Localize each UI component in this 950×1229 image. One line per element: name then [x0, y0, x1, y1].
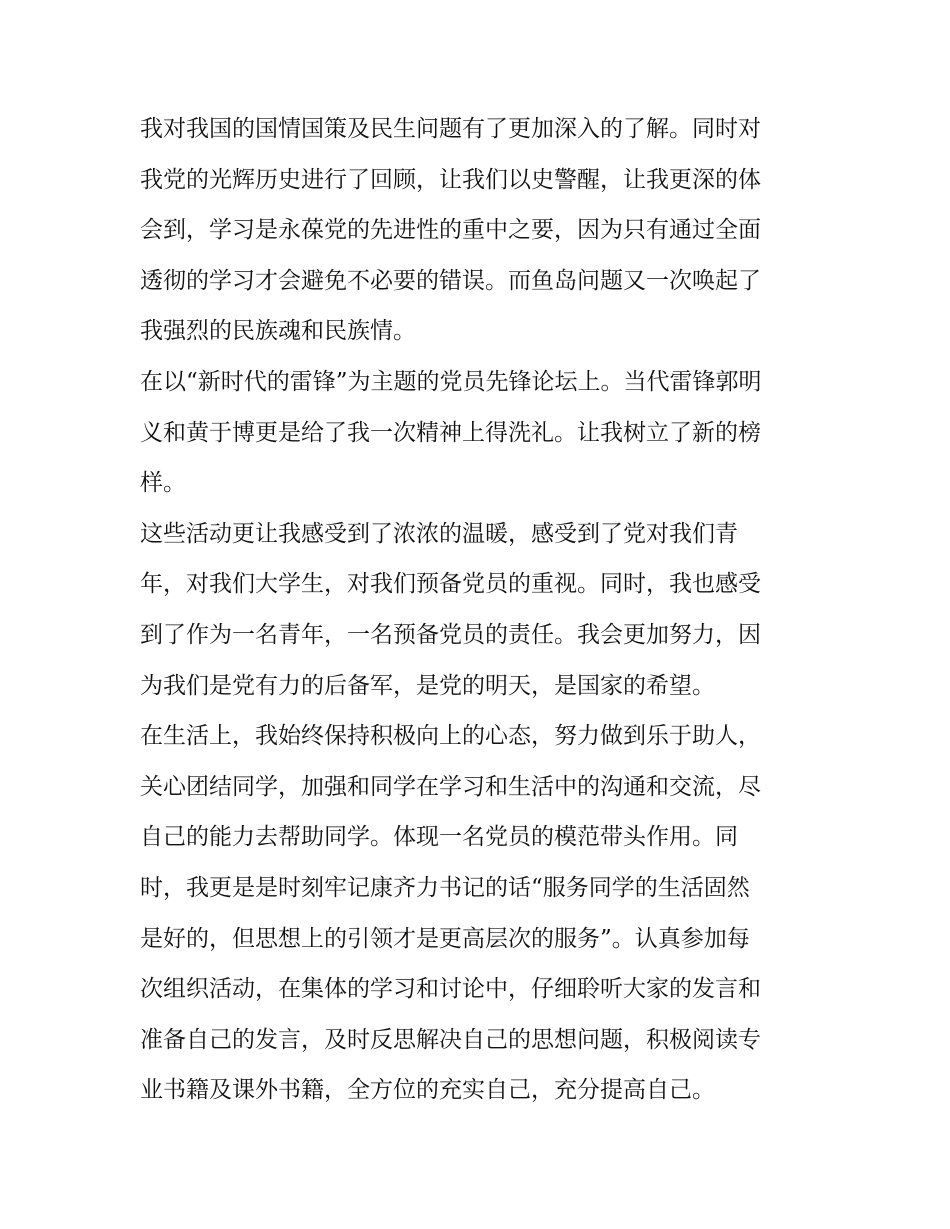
text-line: 年，对我们大学生，对我们预备党员的重视。同时，我也感受 — [140, 571, 761, 598]
text-line: 关心团结同学，加强和同学在学习和生活中的沟通和交流，尽 — [140, 773, 761, 800]
text-line: 样。 — [140, 470, 186, 497]
text-line: 准备自己的发言，及时反思解决自己的思想问题，积极阅读专 — [140, 1026, 761, 1053]
text-line: 我党的光辉历史进行了回顾，让我们以史警醒，让我更深的体 — [140, 166, 761, 193]
text-line: 义和黄于博更是给了我一次精神上得洗礼。让我树立了新的榜 — [140, 419, 761, 446]
text-line: 是好的，但思想上的引领才是更高层次的服务”。认真参加每 — [140, 925, 750, 952]
text-line: 在生活上，我始终保持积极向上的心态，努力做到乐于助人， — [140, 723, 761, 750]
text-line: 会到，学习是永葆党的先进性的重中之要，因为只有通过全面 — [140, 217, 761, 244]
text-line: 透彻的学习才会避免不必要的错误。而鱼岛问题又一次唤起了 — [140, 267, 761, 294]
text-line: 自己的能力去帮助同学。体现一名党员的模范带头作用。同 — [140, 824, 738, 851]
document-body — [140, 104, 820, 1116]
text-line: 我强烈的民族魂和民族情。 — [140, 318, 416, 345]
text-line: 到了作为一名青年，一名预备党员的责任。我会更加努力，因 — [140, 621, 761, 648]
text-line: 次组织活动，在集体的学习和讨论中，仔细聆听大家的发言和 — [140, 976, 761, 1003]
text-line: 为我们是党有力的后备军，是党的明天，是国家的希望。 — [140, 672, 715, 699]
text-line: 在以“新时代的雷锋”为主题的党员先锋论坛上。当代雷锋郭明 — [140, 368, 762, 395]
text-line: 我对我国的国情国策及民生问题有了更加深入的了解。同时对 — [140, 116, 761, 142]
text-line: 这些活动更让我感受到了浓浓的温暖，感受到了党对我们青 — [140, 520, 738, 547]
text-line: 业书籍及课外书籍，全方位的充实自己，充分提高自己。 — [140, 1077, 715, 1104]
text-line: 时，我更是是时刻牢记康齐力书记的话“服务同学的生活固然 — [140, 874, 750, 901]
